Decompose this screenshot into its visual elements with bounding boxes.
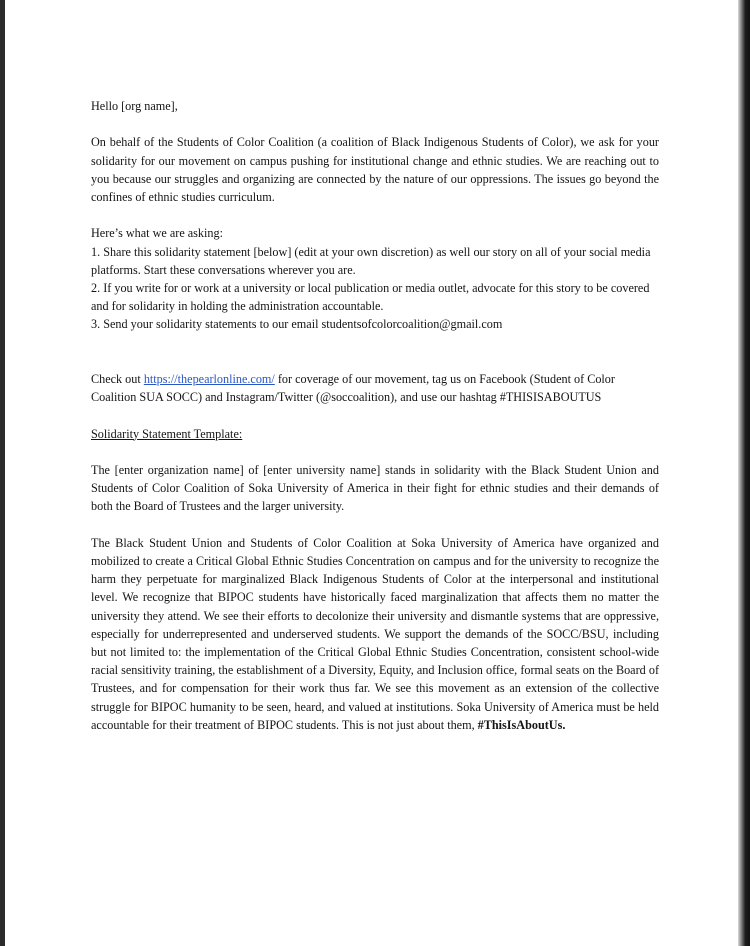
template-heading: Solidarity Statement Template: [91, 426, 243, 441]
template-body-paragraph [91, 534, 659, 734]
right-photo-edge [738, 0, 750, 946]
ask-item-2: 2. If you write for or work at a university or local publication or media outlet, advocate for this story to be covered and for solidarity in holding the administration accountable. [91, 281, 650, 314]
checkout-paragraph [91, 370, 659, 406]
checkout-prefix: Check out [91, 372, 144, 386]
letter-document [91, 97, 659, 734]
left-photo-edge [0, 0, 5, 946]
template-intro-paragraph: The [enter organization name] of [enter university name] stands in solidarity with the Black Student Union and Students of Color Coalition of Soka University of America in their fight for ethnic studies and their demands of both the Board of Trustees and the larger university. [91, 462, 659, 514]
template-hashtag: #ThisIsAboutUs. [477, 717, 566, 732]
pearl-online-link[interactable]: https://thepearlonline.com/ [143, 372, 275, 386]
ask-item-1: 1. Share this solidarity statement [below] (edit at your own discretion) as well our story on all of your social media platforms. Start these conversations wherever you are. [91, 244, 651, 277]
checkout-suffix: for coverage of our movement, tag us on Facebook (Student of Color Coalition SUA SOCC) and Instagram/Twitter (@soccoalition), and use our hashtag #THISISABOUTUS [91, 372, 615, 405]
ask-item-3: 3. Send your solidarity statements to our email studentsofcolorcoalition@gmail.com [91, 317, 503, 332]
asking-heading: Here’s what we are asking: [91, 226, 223, 241]
template-body-text: The Black Student Union and Students of Color Coalition at Soka University of America have organized and mobilized to create a Critical Global Ethnic Studies Concentration on campus and for the university to recognize the harm they perpetuate for marginalized Black Indigenous Students of Color at the interpersonal and institutional level. We recognize that BIPOC students have historically faced marginalization that affects them no matter the university they attend. We see their efforts to decolonize their university and dismantle systems that are oppressive, especially for underrepresented and underserved students. We support the demands of the SOCC/BSU, including but not limited to: the implementation of the Critical Global Ethnic Studies Concentration, consistent school-wide racial sensitivity training, the establishment of a Diversity, Equity, and Inclusion office, formal seats on the Board of Trustees, and for compensation for their work thus far. We see this movement as an extension of the collective struggle for BIPOC humanity to be seen, heard, and valued at institutions. Soka University of America must be held accountable for their treatment of BIPOC students. This is not just about them, [91, 535, 659, 732]
intro-paragraph: On behalf of the Students of Color Coalition (a coalition of Black Indigenous Students of Color), we ask for your solidarity for our movement on campus pushing for institutional change and ethnic studies. We are reaching out to you because our struggles and organizing are connected by the nature of our oppressions. The issues go beyond the confines of ethnic studies curriculum. [91, 135, 659, 204]
greeting: Hello [org name], [91, 99, 178, 113]
